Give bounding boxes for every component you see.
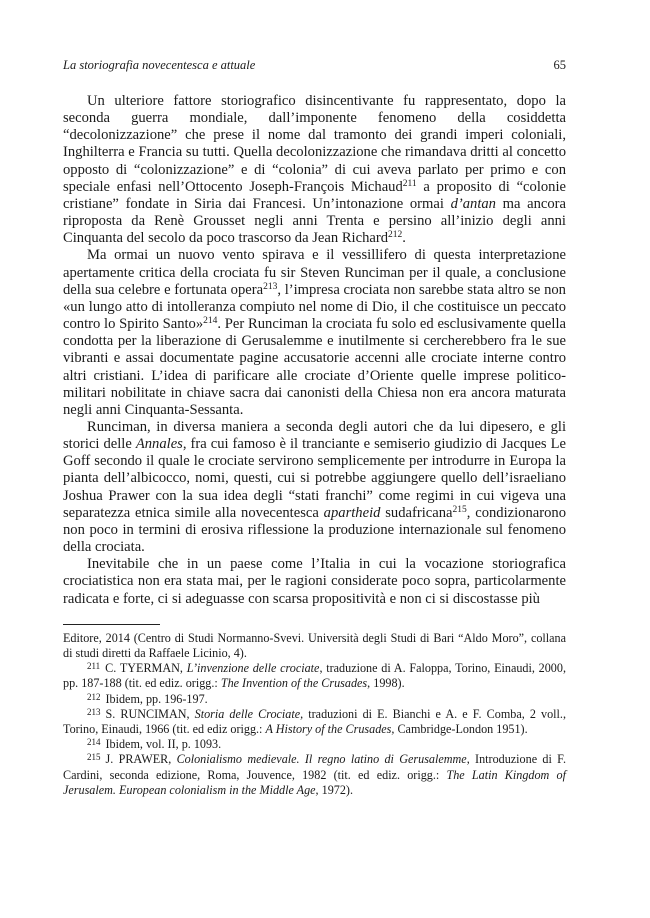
- text: . Per Runciman la crociata fu solo ed esclusivamente quella condotta per la liberazione di Gerusalemme e inutilmente si cercherebbero fra le sue vibranti e assai documentate pagine accusatorie accenni alle crociate interne contro altri cristiani. L’idea di parificare alle crociate d’Oriente quelle imprese politico-militari nobilitate in chiave sacra dai canonisti della Chiesa non era ancora maturata negli anni Cinquanta-Sessanta.: [63, 316, 566, 418]
- footnote-separator: [63, 624, 160, 625]
- text: , Introduzione di F. Cardini, seconda edizione, Roma, Jouvence, 1982 (tit. ed ediz. origg.:: [63, 752, 566, 782]
- italic-text: apartheid: [323, 504, 381, 521]
- running-title: La storiografia novecentesca e attuale: [63, 58, 256, 72]
- text: , l’impresa crociata non sarebbe stata altro se non «un lungo atto di intolleranza compiuto nel nome di Dio, il che costituisce un peccato contro lo Spirito Santo»: [63, 281, 566, 333]
- italic-text: Colonialismo medievale. Il regno latino di Gerusalemme: [176, 752, 467, 767]
- italic-text: Annales: [135, 436, 183, 453]
- text: , condizionarono non poco in termini di erosiva riflessione la produzione internazionale sul fenomeno della crociata.: [63, 504, 567, 556]
- text: traduzioni di E. Bianchi e A. e F. Comba, 2 voll., Torino, Einaudi, 1966 (tit. ed ediz origg.:: [63, 706, 566, 736]
- text: .: [402, 230, 406, 247]
- text: Ibidem, pp. 196-197.: [105, 691, 208, 706]
- paragraph-4: [63, 556, 566, 607]
- text: S. RUNCIMAN,: [105, 706, 195, 721]
- italic-text: d’antan: [450, 195, 496, 212]
- footnotes: [63, 631, 566, 798]
- footnote-ref[interactable]: 212: [388, 230, 403, 241]
- italic-text: The Invention of the Crusades: [220, 676, 368, 691]
- italic-text: Storia delle Crociate,: [194, 706, 304, 721]
- italic-text: L’invenzione delle crociate: [186, 661, 320, 676]
- text: Un ulteriore fattore storiografico disincentivante fu rappresentato, dopo la seconda guerra mondiale, dall’imponente fenomeno della cosiddetta “decolonizzazione” che prese il nome dal tramonto dei grandi imperi coloniali, Inghilterra e Francia su tutti. Quella decolonizzazione che rimandava dritti al concetto opposto di “colonizzazione” e di “colonia” di cui aveva parlato per primo e con speciale enfasi nell’Ottocento Joseph-François Michaud: [63, 93, 566, 195]
- footnote-continuation: Editore, 2014 (Centro di Studi Normanno-Svevi. Università degli Studi di Bari “Aldo Moro”, collana di studi diretti da Raffaele Licinio, 4).: [63, 630, 566, 660]
- footnote-number: 212: [87, 691, 101, 702]
- footnote-ref[interactable]: 214: [203, 316, 218, 327]
- text: J. PRAWER,: [105, 752, 177, 767]
- italic-text: A History of the Crusades,: [265, 721, 395, 736]
- text: , fra cui famoso è il tranciante e semiserio giudizio di Jacques Le Goff secondo il quale le crociate servirono semplicemente per introdurre in Europa la pianta dell’albicocco, nomi, questi, cui si potrebbe aggiungere quello dell’israeliano Joshua Prawer con la sua idea degli “stati franchi” come regimi in cui vigeva una separatezza etnica simile alla novecentesca: [63, 436, 566, 521]
- text: C. TYERMAN,: [105, 661, 187, 676]
- running-header: [63, 58, 566, 80]
- page-number: 65: [553, 58, 566, 72]
- footnote-number: 214: [87, 737, 101, 748]
- footnote-ref[interactable]: 211: [402, 178, 417, 189]
- footnote-211: [63, 661, 566, 691]
- footnote-213: [63, 707, 566, 737]
- text: Runciman, in diversa maniera a seconda degli autori che da lui dipesero, e gli storici delle: [63, 418, 566, 453]
- text: , 1998).: [367, 676, 405, 691]
- paragraph-3: [63, 419, 566, 556]
- main-text: [63, 93, 566, 608]
- book-page: [63, 58, 566, 798]
- text: , traduzione di A. Faloppa, Torino, Einaudi, 2000, pp. 187-188 (tit. ed ediz. origg.:: [63, 661, 566, 691]
- paragraph-2: [63, 247, 566, 419]
- italic-text: The Latin Kingdom of Jerusalem. European colonialism in the Middle Age,: [63, 767, 566, 797]
- text: 1972).: [318, 782, 353, 797]
- footnote-number: 211: [87, 661, 101, 672]
- text: Ma ormai un nuovo vento spirava e il vessillifero di questa interpretazione apertamente critica della crociata fu sir Steven Runciman per il quale, a conclusione della sua celebre e fortunata opera: [63, 247, 566, 298]
- text: ma ancora riproposta da Renè Grousset negli anni Trenta e persino all’inizio degli anni Cinquanta del secolo da poco trascorso da Jean Richard: [63, 195, 566, 247]
- footnote-215: [63, 752, 566, 798]
- text: Ibidem, vol. II, p. 1093.: [105, 737, 222, 752]
- text: sudafricana: [380, 504, 453, 521]
- text: Inevitabile che in un paese come l’Italia in cui la vocazione storiografica crociatistica non era stata mai, per le ragioni considerate poco sopra, particolarmente radicata e forte, ci si adeguasse con scarsa propositività e non ci si discostasse più: [63, 556, 566, 607]
- footnote-ref[interactable]: 215: [452, 504, 467, 515]
- text: Cambridge-London 1951).: [394, 721, 528, 736]
- footnote-number: 213: [87, 706, 101, 717]
- text: a proposito di “colonie cristiane” fondate in Siria dai Francesi. Un’intonazione ormai: [63, 178, 566, 212]
- paragraph-1: [63, 93, 566, 247]
- footnote-212: [63, 692, 566, 707]
- footnote-214: [63, 737, 566, 752]
- footnote-ref[interactable]: 213: [263, 281, 278, 292]
- footnote-number: 215: [87, 752, 101, 763]
